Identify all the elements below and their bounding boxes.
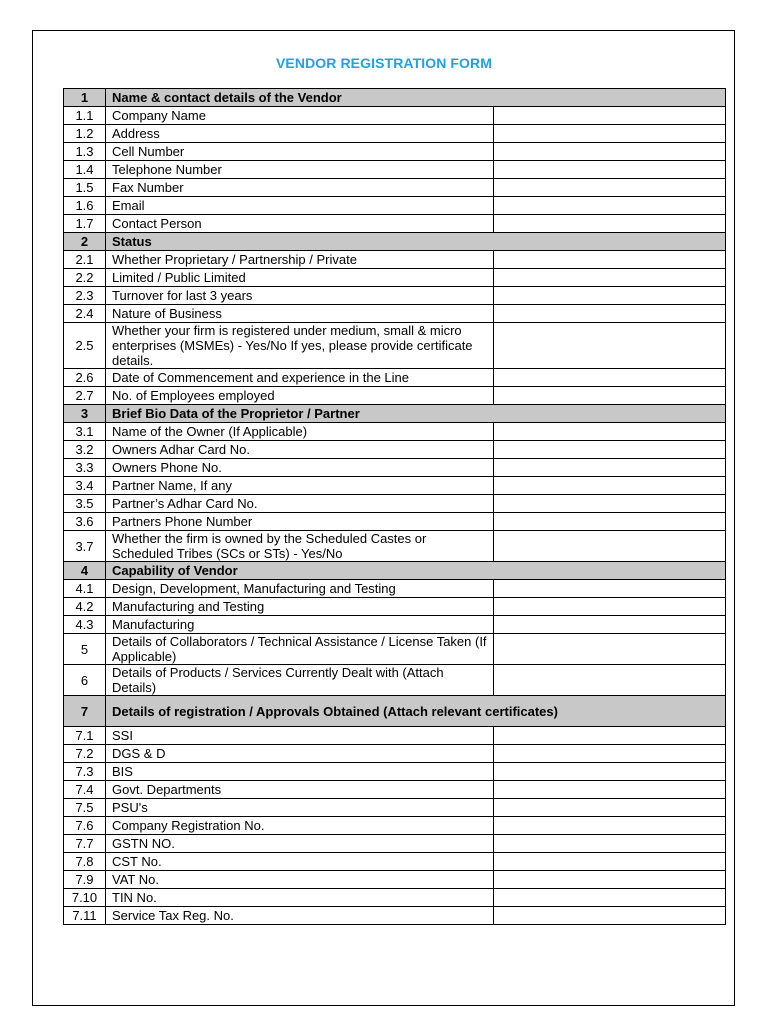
row-label: Whether the firm is owned by the Scheduled Castes or Scheduled Tribes (SCs or STs) - Yes/No [106, 531, 494, 562]
tin-field[interactable] [494, 889, 726, 907]
owner-name-field[interactable] [494, 423, 726, 441]
row-number: 1.5 [64, 179, 106, 197]
fax-number-field[interactable] [494, 179, 726, 197]
table-row [64, 871, 726, 889]
row-number: 2.1 [64, 251, 106, 269]
row-number: 2.7 [64, 387, 106, 405]
row-label: Govt. Departments [106, 781, 494, 799]
row-label: Limited / Public Limited [106, 269, 494, 287]
email-field[interactable] [494, 197, 726, 215]
table-row [64, 495, 726, 513]
section-number: 1 [64, 89, 106, 107]
row-number: 3.5 [64, 495, 106, 513]
owner-adhar-field[interactable] [494, 441, 726, 459]
partner-phone-field[interactable] [494, 513, 726, 531]
table-row [64, 727, 726, 745]
form-title: VENDOR REGISTRATION FORM [275, 55, 493, 71]
row-number: 4.1 [64, 580, 106, 598]
collaborators-field[interactable] [494, 634, 726, 665]
row-label: Cell Number [106, 143, 494, 161]
section-number: 4 [64, 562, 106, 580]
row-label: Manufacturing and Testing [106, 598, 494, 616]
table-row [64, 531, 726, 562]
row-number: 2.5 [64, 323, 106, 369]
table-row [64, 477, 726, 495]
row-label: Address [106, 125, 494, 143]
table-row [64, 323, 726, 369]
row-label: Nature of Business [106, 305, 494, 323]
bis-field[interactable] [494, 763, 726, 781]
row-number: 1.1 [64, 107, 106, 125]
row-label: Whether Proprietary / Partnership / Private [106, 251, 494, 269]
row-label: Company Registration No. [106, 817, 494, 835]
manufacturing-testing-field[interactable] [494, 598, 726, 616]
psus-field[interactable] [494, 799, 726, 817]
row-number: 3.3 [64, 459, 106, 477]
row-number: 2.4 [64, 305, 106, 323]
table-row [64, 305, 726, 323]
row-label: BIS [106, 763, 494, 781]
table-row [64, 763, 726, 781]
row-label: Company Name [106, 107, 494, 125]
table-row [64, 459, 726, 477]
table-row [64, 287, 726, 305]
section-number: 7 [64, 696, 106, 727]
govt-departments-field[interactable] [494, 781, 726, 799]
section-header-2 [64, 233, 726, 251]
section-header-4 [64, 562, 726, 580]
telephone-number-field[interactable] [494, 161, 726, 179]
section-heading: Capability of Vendor [106, 562, 726, 580]
table-row [64, 441, 726, 459]
row-number: 7.7 [64, 835, 106, 853]
registration-table [63, 88, 726, 925]
table-row [64, 125, 726, 143]
turnover-field[interactable] [494, 287, 726, 305]
row-label: Turnover for last 3 years [106, 287, 494, 305]
table-row [64, 781, 726, 799]
row-label: DGS & D [106, 745, 494, 763]
table-row [64, 387, 726, 405]
manufacturing-field[interactable] [494, 616, 726, 634]
service-tax-field[interactable] [494, 907, 726, 925]
table-row [64, 665, 726, 696]
row-number: 1.4 [64, 161, 106, 179]
table-row [64, 161, 726, 179]
address-field[interactable] [494, 125, 726, 143]
table-row [64, 369, 726, 387]
table-row [64, 853, 726, 871]
row-label: Telephone Number [106, 161, 494, 179]
section-heading: Name & contact details of the Vendor [106, 89, 726, 107]
owner-phone-field[interactable] [494, 459, 726, 477]
table-row [64, 423, 726, 441]
table-row [64, 215, 726, 233]
row-label: Name of the Owner (If Applicable) [106, 423, 494, 441]
row-number: 3.2 [64, 441, 106, 459]
commencement-date-field[interactable] [494, 369, 726, 387]
row-label: SSI [106, 727, 494, 745]
row-label: Email [106, 197, 494, 215]
table-row [64, 251, 726, 269]
section-header-7 [64, 696, 726, 727]
row-number: 2.2 [64, 269, 106, 287]
section-heading: Brief Bio Data of the Proprietor / Partner [106, 405, 726, 423]
row-label: Partners Phone Number [106, 513, 494, 531]
row-number: 7.9 [64, 871, 106, 889]
table-row [64, 197, 726, 215]
row-label: Whether your firm is registered under medium, small & micro enterprises (MSMEs) - Yes/No If yes, please provide certificate details. [106, 323, 494, 369]
ssi-field[interactable] [494, 727, 726, 745]
msme-field[interactable] [494, 323, 726, 369]
row-number: 3.1 [64, 423, 106, 441]
table-row [64, 634, 726, 665]
section-heading: Status [106, 233, 726, 251]
employees-field[interactable] [494, 387, 726, 405]
row-label: Partner’s Adhar Card No. [106, 495, 494, 513]
partner-name-field[interactable] [494, 477, 726, 495]
table-row [64, 817, 726, 835]
section-header-3 [64, 405, 726, 423]
row-number: 7.4 [64, 781, 106, 799]
row-number: 2.3 [64, 287, 106, 305]
row-number: 1.7 [64, 215, 106, 233]
row-number: 3.6 [64, 513, 106, 531]
gstn-field[interactable] [494, 835, 726, 853]
row-number: 3.4 [64, 477, 106, 495]
row-number: 7.1 [64, 727, 106, 745]
contact-person-field[interactable] [494, 215, 726, 233]
table-row [64, 269, 726, 287]
row-number: 1.6 [64, 197, 106, 215]
nature-of-business-field[interactable] [494, 305, 726, 323]
row-label: VAT No. [106, 871, 494, 889]
company-name-field[interactable] [494, 107, 726, 125]
section-heading: Details of registration / Approvals Obtained (Attach relevant certificates) [106, 696, 726, 727]
table-row [64, 179, 726, 197]
row-label: Owners Phone No. [106, 459, 494, 477]
row-number: 7.8 [64, 853, 106, 871]
table-row [64, 616, 726, 634]
partner-adhar-field[interactable] [494, 495, 726, 513]
section-number: 3 [64, 405, 106, 423]
row-label: Manufacturing [106, 616, 494, 634]
row-label: PSU's [106, 799, 494, 817]
row-label: Design, Development, Manufacturing and Testing [106, 580, 494, 598]
table-row [64, 580, 726, 598]
table-row [64, 598, 726, 616]
section-header-1 [64, 89, 726, 107]
row-number: 4.3 [64, 616, 106, 634]
row-number: 2.6 [64, 369, 106, 387]
row-number: 3.7 [64, 531, 106, 562]
cell-number-field[interactable] [494, 143, 726, 161]
row-label: Contact Person [106, 215, 494, 233]
table-row [64, 799, 726, 817]
row-label: Date of Commencement and experience in the Line [106, 369, 494, 387]
table-row [64, 835, 726, 853]
table-row [64, 889, 726, 907]
design-development-field[interactable] [494, 580, 726, 598]
table-row [64, 107, 726, 125]
row-number: 4.2 [64, 598, 106, 616]
company-registration-field[interactable] [494, 817, 726, 835]
table-row [64, 745, 726, 763]
row-label: Service Tax Reg. No. [106, 907, 494, 925]
row-number: 1.3 [64, 143, 106, 161]
row-label: TIN No. [106, 889, 494, 907]
row-number: 5 [64, 634, 106, 665]
row-label: No. of Employees employed [106, 387, 494, 405]
cst-field[interactable] [494, 853, 726, 871]
vat-field[interactable] [494, 871, 726, 889]
row-number: 7.5 [64, 799, 106, 817]
row-number: 7.2 [64, 745, 106, 763]
products-services-field[interactable] [494, 665, 726, 696]
row-label: Owners Adhar Card No. [106, 441, 494, 459]
row-label: Fax Number [106, 179, 494, 197]
table-row [64, 143, 726, 161]
table-row [64, 513, 726, 531]
limited-field[interactable] [494, 269, 726, 287]
row-label: CST No. [106, 853, 494, 871]
row-label: Details of Products / Services Currently Dealt with (Attach Details) [106, 665, 494, 696]
row-number: 6 [64, 665, 106, 696]
row-number: 7.10 [64, 889, 106, 907]
row-number: 1.2 [64, 125, 106, 143]
table-row [64, 907, 726, 925]
sc-st-field[interactable] [494, 531, 726, 562]
dgsd-field[interactable] [494, 745, 726, 763]
row-label: Details of Collaborators / Technical Assistance / License Taken (If Applicable) [106, 634, 494, 665]
ownership-type-field[interactable] [494, 251, 726, 269]
row-label: GSTN NO. [106, 835, 494, 853]
section-number: 2 [64, 233, 106, 251]
row-number: 7.11 [64, 907, 106, 925]
row-number: 7.6 [64, 817, 106, 835]
row-number: 7.3 [64, 763, 106, 781]
row-label: Partner Name, If any [106, 477, 494, 495]
